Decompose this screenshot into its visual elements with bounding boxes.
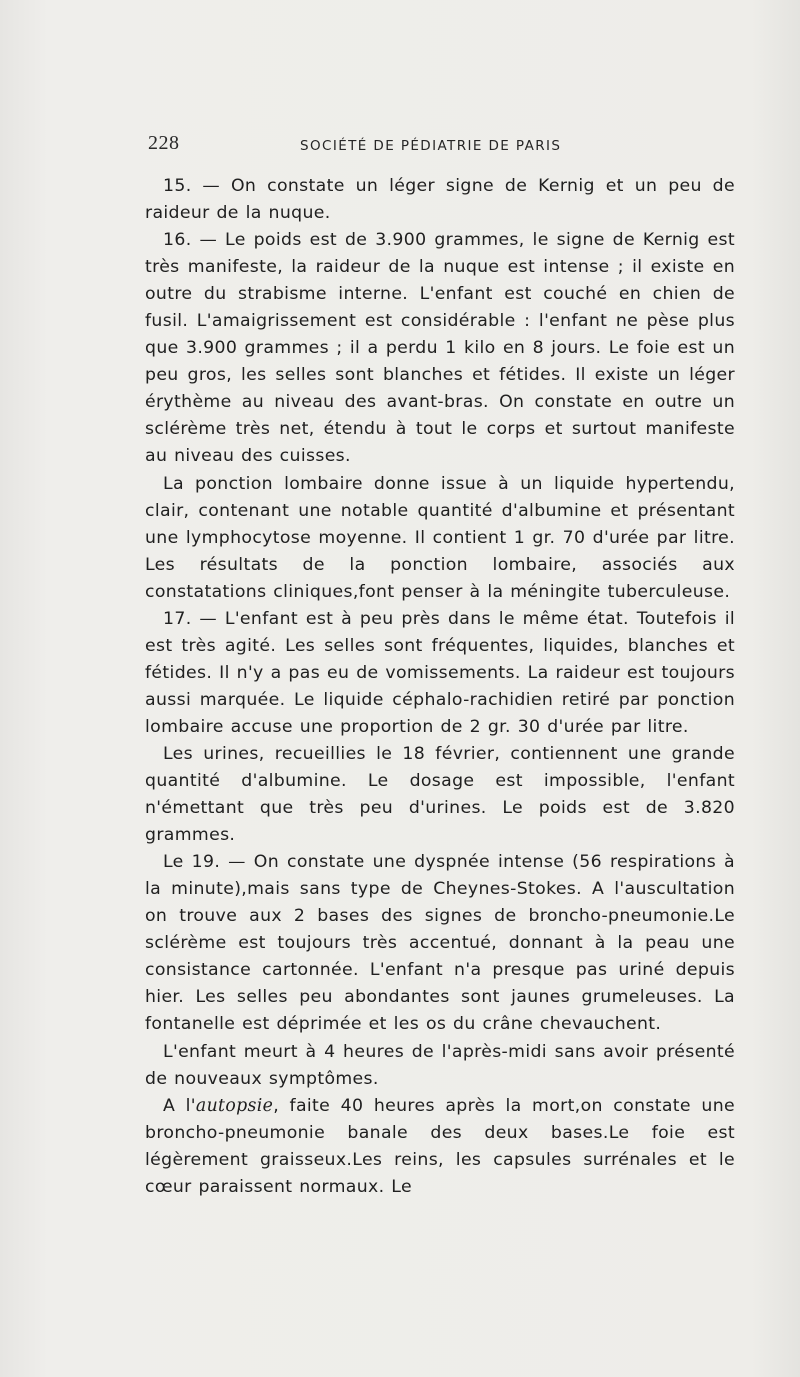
paragraph-lumbar-puncture: La ponction lombaire donne issue à un liquide hypertendu, clair, contenant une notable quantité d'albumine et présentant une lymphocytose moyenne. Il contient 1 gr. 70 d'urée par litre. Les résultats de la ponction lombaire, associés aux constatations cliniques,font penser à la méningite tuberculeuse.: [145, 473, 735, 602]
journal-title: SOCIÉTÉ DE PÉDIATRIE DE PARIS: [300, 138, 562, 154]
page-number: 228: [148, 132, 180, 154]
body-text: [145, 173, 735, 1201]
autopsy-prefix: A l': [163, 1095, 196, 1116]
paragraph-death: L'enfant meurt à 4 heures de l'après-midi sans avoir présenté de nouveaux symptômes.: [145, 1041, 735, 1089]
paragraph-day-17: 17. — L'enfant est à peu près dans le même état. Toutefois il est très agité. Les selles sont fréquentes, liquides, blanches et fétides. Il n'y a pas eu de vomissements. La raideur est toujours aussi marquée. Le liquide céphalo-rachidien retiré par ponction lombaire accuse une proportion de 2 gr. 30 d'urée par litre.: [145, 608, 735, 737]
autopsy-italic-word: autopsie: [195, 1095, 274, 1116]
paragraph-autopsy: [145, 1093, 735, 1201]
paragraph-urines: Les urines, recueillies le 18 février, contiennent une grande quantité d'albumine. Le dosage est impossible, l'enfant n'émettant que très peu d'urines. Le poids est de 3.820 grammes.: [145, 743, 735, 846]
paragraph-day-16: 16. — Le poids est de 3.900 grammes, le signe de Kernig est très manifeste, la raideur de la nuque est intense ; il existe en outre du strabisme interne. L'enfant est couché en chien de fusil. L'amaigrissement est considérable : l'enfant ne pèse plus que 3.900 grammes ; il a perdu 1 kilo en 8 jours. Le foie est un peu gros, les selles sont blanches et fétides. Il existe un léger érythème au niveau des avant-bras. On constate en outre un sclérème très net, étendu à tout le corps et surtout manifeste au niveau des cuisses.: [145, 230, 735, 467]
running-head: [148, 132, 748, 158]
autopsy-text: , faite 40 heures après la mort,on constate une broncho-pneumonie banale des deux bases.Le foie est légèrement graisseux.Les reins, les capsules surrénales et le cœur paraissent normaux. Le: [145, 1095, 735, 1197]
paragraph-day-19: Le 19. — On constate une dyspnée intense (56 respirations à la minute),mais sans type de Cheynes-Stokes. A l'auscultation on trouve aux 2 bases des signes de broncho-pneumonie.Le sclérème est toujours très accentué, donnant à la peau une consistance cartonnée. L'enfant n'a presque pas uriné depuis hier. Les selles peu abondantes sont jaunes grumeleuses. La fontanelle est déprimée et les os du crâne chevauchent.: [145, 852, 735, 1035]
paragraph-day-15: 15. — On constate un léger signe de Kernig et un peu de raideur de la nuque.: [145, 176, 735, 224]
